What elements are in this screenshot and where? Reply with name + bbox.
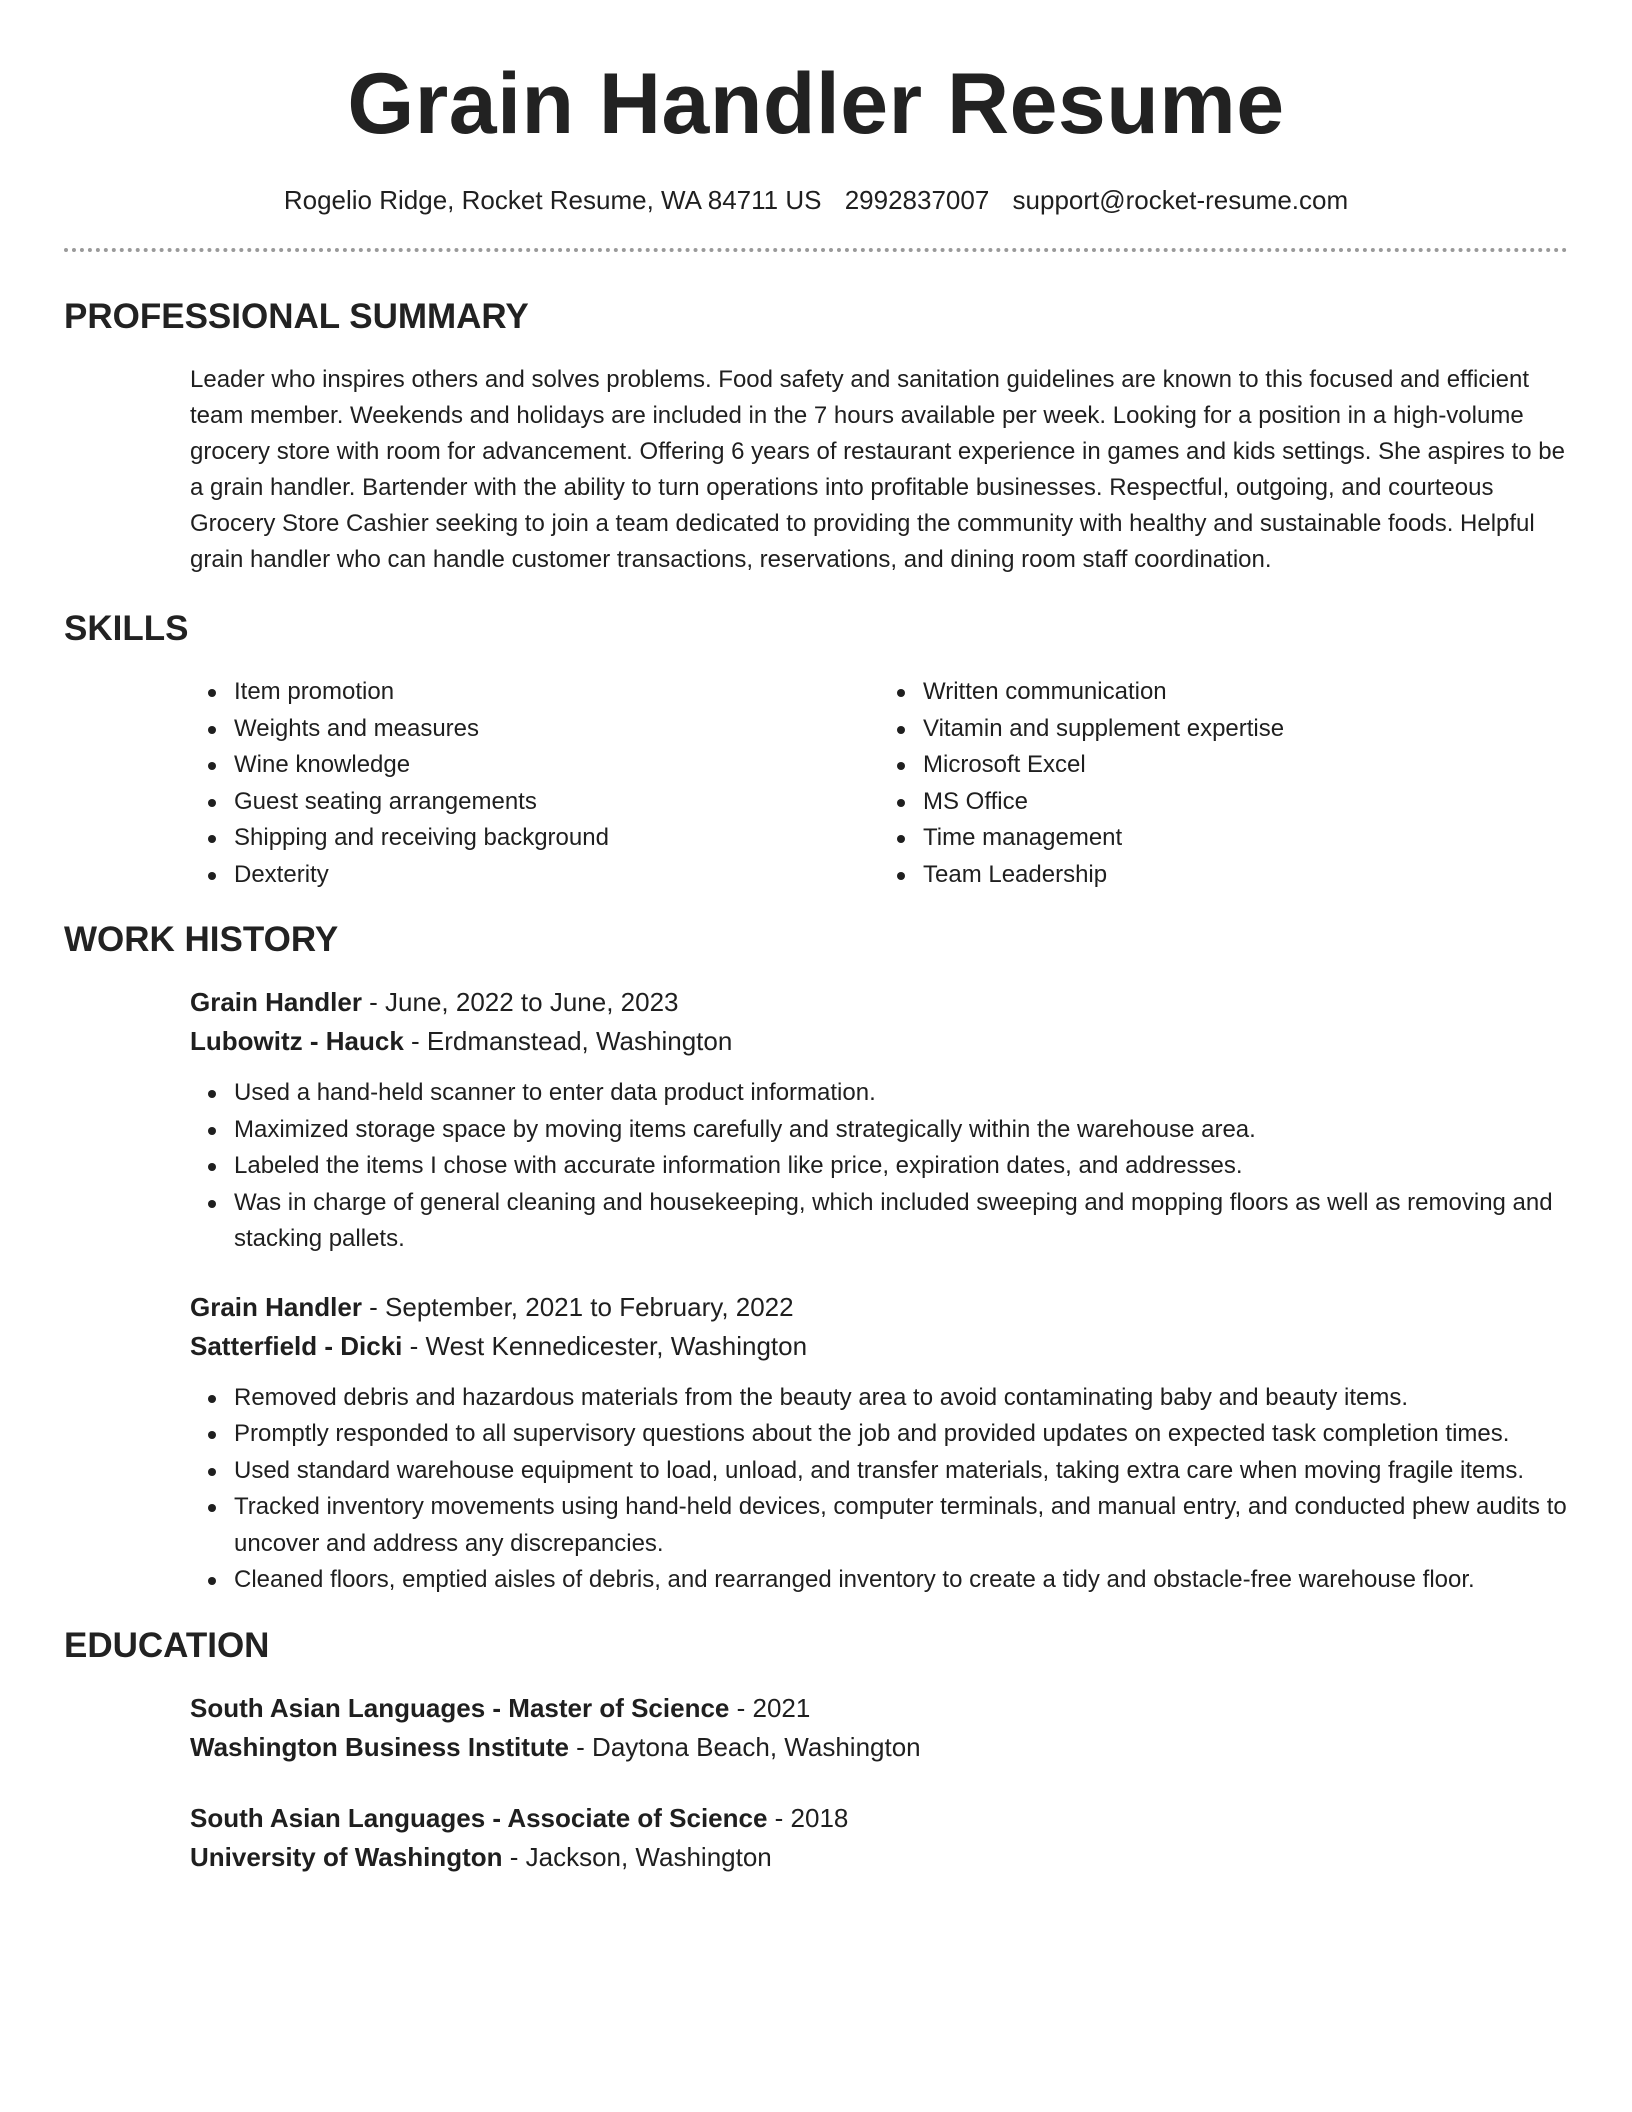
skill-item: Guest seating arrangements bbox=[234, 784, 879, 821]
contact-address: Rogelio Ridge, Rocket Resume, WA 84711 US bbox=[283, 185, 822, 215]
job-bullet: Removed debris and hazardous materials from the beauty area to avoid contaminating baby and beauty items. bbox=[234, 1380, 1568, 1417]
education-entry bbox=[190, 1799, 1568, 1877]
contact-line bbox=[64, 184, 1568, 216]
education-school-line bbox=[190, 1728, 1568, 1767]
job-bullets bbox=[190, 1380, 1568, 1599]
contact-email: support@rocket-resume.com bbox=[1012, 185, 1349, 215]
contact-phone: 2992837007 bbox=[844, 185, 990, 215]
education-degree-line bbox=[190, 1689, 1568, 1728]
job-company-line bbox=[190, 1022, 1568, 1061]
education-location: - Daytona Beach, Washington bbox=[568, 1731, 921, 1762]
skills-list bbox=[190, 674, 1568, 893]
skill-item: Time management bbox=[923, 820, 1568, 857]
job-location: - Erdmanstead, Washington bbox=[403, 1026, 733, 1056]
skill-item: Dexterity bbox=[234, 857, 879, 894]
skill-item: MS Office bbox=[923, 784, 1568, 821]
summary-text: Leader who inspires others and solves problems. Food safety and sanitation guidelines are known to this focused and efficient team member. Weekends and holidays are included in the 7 hours available per week. Looking for a position in a high-volume grocery store with room for advancement. Offering 6 years of restaurant experience in games and kids settings. She aspires to be a grain handler. Bartender with the ability to turn operations into profitable businesses. Respectful, outgoing, and courteous Grocery Store Cashier seeking to join a team dedicated to providing the community with healthy and sustainable foods. Helpful grain handler who can handle customer transactions, reservations, and dining room staff coordination. bbox=[190, 366, 1565, 573]
education-heading: EDUCATION bbox=[64, 1625, 270, 1665]
education-degree: South Asian Languages - Associate of Science bbox=[190, 1802, 768, 1833]
skill-item: Item promotion bbox=[234, 674, 879, 711]
skill-item: Wine knowledge bbox=[234, 747, 879, 784]
job-bullet: Maximized storage space by moving items carefully and strategically within the warehouse area. bbox=[234, 1112, 1568, 1149]
job-bullet: Tracked inventory movements using hand-held devices, computer terminals, and manual entry, and conducted phew audits to uncover and address any discrepancies. bbox=[234, 1489, 1568, 1562]
job-bullets bbox=[190, 1075, 1568, 1258]
job-bullet: Cleaned floors, emptied aisles of debris, and rearranged inventory to create a tidy and obstacle-free warehouse floor. bbox=[234, 1562, 1568, 1599]
job-entry bbox=[190, 983, 1568, 1258]
skill-item: Shipping and receiving background bbox=[234, 820, 879, 857]
skill-item: Written communication bbox=[923, 674, 1568, 711]
job-company-line bbox=[190, 1327, 1568, 1366]
job-title: Grain Handler bbox=[190, 1291, 362, 1322]
job-company: Satterfield - Dicki bbox=[190, 1330, 403, 1361]
skills-heading: SKILLS bbox=[64, 609, 189, 648]
skill-item: Weights and measures bbox=[234, 711, 879, 748]
job-bullet: Used a hand-held scanner to enter data product information. bbox=[234, 1075, 1568, 1112]
work-heading: WORK HISTORY bbox=[64, 920, 339, 959]
skills-column-left bbox=[190, 674, 879, 893]
education-degree-line bbox=[190, 1799, 1568, 1838]
job-company: Lubowitz - Hauck bbox=[190, 1026, 404, 1056]
job-bullet: Labeled the items I chose with accurate information like price, expiration dates, and addresses. bbox=[234, 1148, 1568, 1185]
skill-item: Vitamin and supplement expertise bbox=[923, 711, 1568, 748]
job-entry bbox=[190, 1288, 1568, 1599]
job-bullet: Was in charge of general cleaning and housekeeping, which included sweeping and mopping floors as well as removing and stacking pallets. bbox=[234, 1185, 1568, 1258]
resume-title: Grain Handler Resume bbox=[347, 56, 1285, 152]
job-location: - West Kennedicester, Washington bbox=[402, 1330, 808, 1361]
education-year: - 2018 bbox=[767, 1802, 849, 1833]
header-divider bbox=[64, 248, 1568, 252]
job-title-line bbox=[190, 983, 1568, 1022]
skill-item: Team Leadership bbox=[923, 857, 1568, 894]
skill-item: Microsoft Excel bbox=[923, 747, 1568, 784]
education-degree: South Asian Languages - Master of Science bbox=[190, 1692, 730, 1723]
skills-column-right bbox=[879, 674, 1568, 893]
education-school-line bbox=[190, 1838, 1568, 1877]
job-bullet: Promptly responded to all supervisory questions about the job and provided updates on expected task completion times. bbox=[234, 1416, 1568, 1453]
education-school: University of Washington bbox=[190, 1841, 503, 1872]
job-dates: - September, 2021 to February, 2022 bbox=[361, 1291, 794, 1322]
education-entry bbox=[190, 1689, 1568, 1767]
education-year: - 2021 bbox=[729, 1692, 811, 1723]
job-title: Grain Handler bbox=[190, 987, 362, 1017]
job-bullet: Used standard warehouse equipment to load, unload, and transfer materials, taking extra care when moving fragile items. bbox=[234, 1453, 1568, 1490]
job-title-line bbox=[190, 1288, 1568, 1327]
resume-page bbox=[64, 0, 1568, 1877]
summary-heading: PROFESSIONAL SUMMARY bbox=[64, 297, 529, 336]
job-dates: - June, 2022 to June, 2023 bbox=[361, 987, 679, 1017]
education-school: Washington Business Institute bbox=[190, 1731, 569, 1762]
education-location: - Jackson, Washington bbox=[502, 1841, 772, 1872]
